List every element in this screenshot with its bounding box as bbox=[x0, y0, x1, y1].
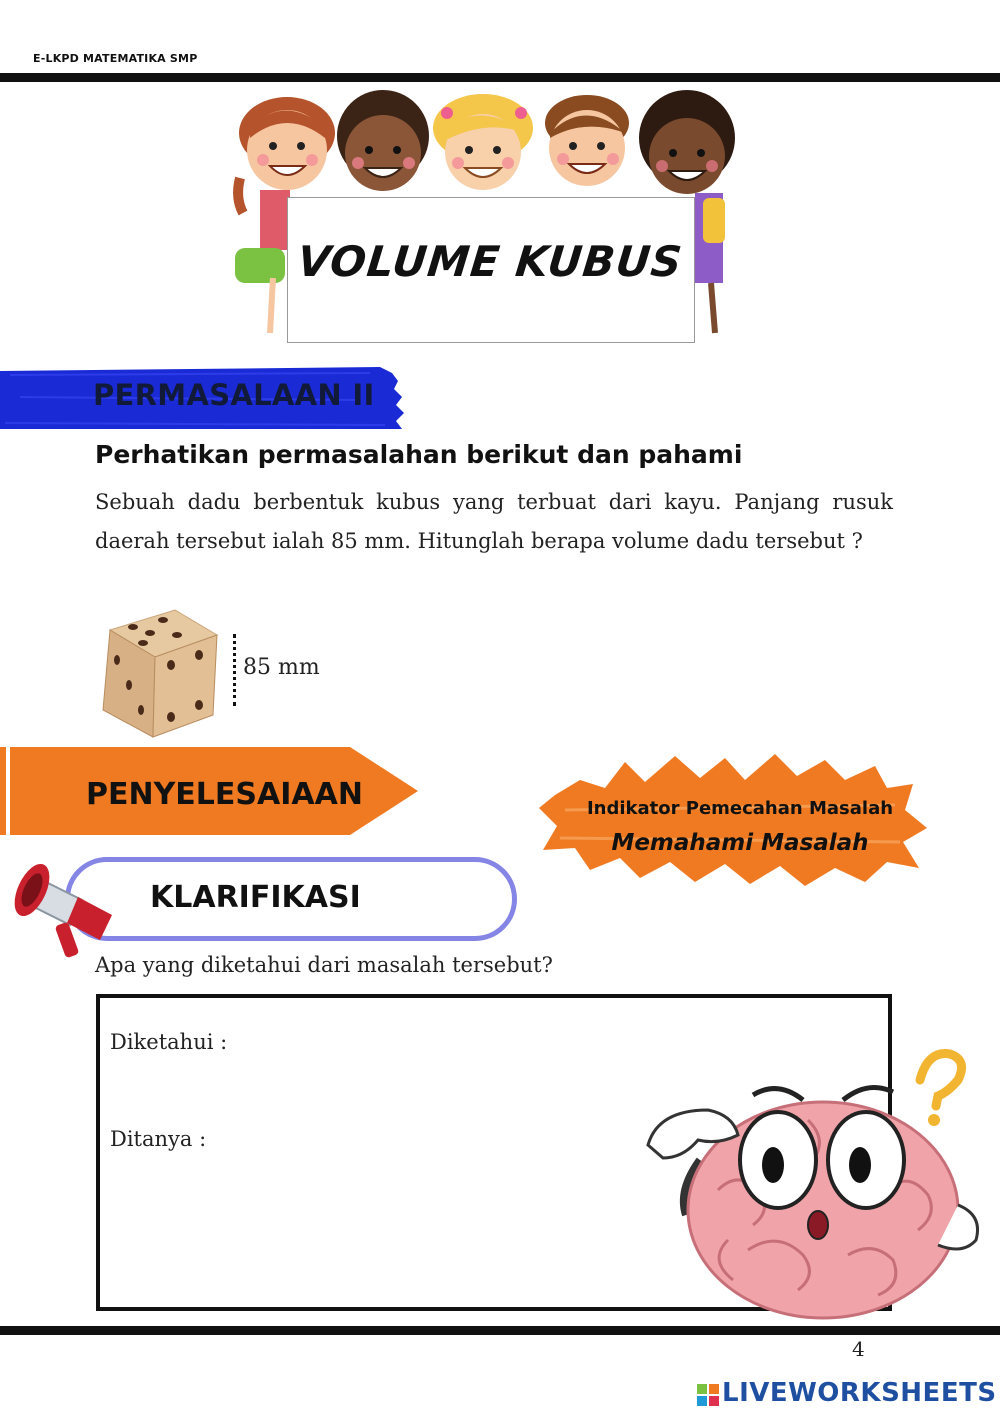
problem-instruction: Perhatikan permasalahan berikut dan pahami bbox=[95, 440, 743, 469]
top-rule bbox=[0, 73, 1000, 82]
indicator-value: Memahami Masalah bbox=[611, 830, 869, 856]
known-label: Diketahui : bbox=[110, 1030, 228, 1054]
header-label: E-LKPD MATEMATIKA SMP bbox=[33, 52, 198, 65]
kid-3 bbox=[433, 94, 533, 190]
dice-edge-length: 85 mm bbox=[243, 655, 320, 680]
dice-edge-marker bbox=[233, 634, 240, 706]
kid-4 bbox=[545, 95, 629, 186]
indicator-label: Indikator Pemecahan Masalah bbox=[586, 798, 894, 819]
problem-title: PERMASALAAN II bbox=[93, 378, 375, 412]
page-number: 4 bbox=[852, 1337, 865, 1361]
kid-2 bbox=[337, 90, 429, 191]
wooden-dice-image bbox=[95, 605, 225, 740]
liveworksheets-brand[interactable]: LIVEWORKSHEETS bbox=[722, 1378, 997, 1408]
clarification-question: Apa yang diketahui dari masalah tersebut? bbox=[95, 953, 553, 977]
solution-title: PENYELESAIAAN bbox=[86, 777, 363, 812]
indicator-splash bbox=[535, 750, 930, 890]
thinking-brain-illustration bbox=[638, 1040, 988, 1320]
banner-title: VOLUME KUBUS bbox=[295, 237, 685, 286]
megaphone-icon bbox=[12, 845, 122, 970]
asked-label: Ditanya : bbox=[110, 1127, 207, 1151]
problem-text: Sebuah dadu berbentuk kubus yang terbuat dari kayu. Panjang rusuk daerah tersebut ialah 85 mm. Hitunglah berapa volume dadu tersebut ? bbox=[95, 490, 893, 553]
clarification-title: KLARIFIKASI bbox=[150, 880, 361, 915]
bottom-rule bbox=[0, 1326, 1000, 1335]
